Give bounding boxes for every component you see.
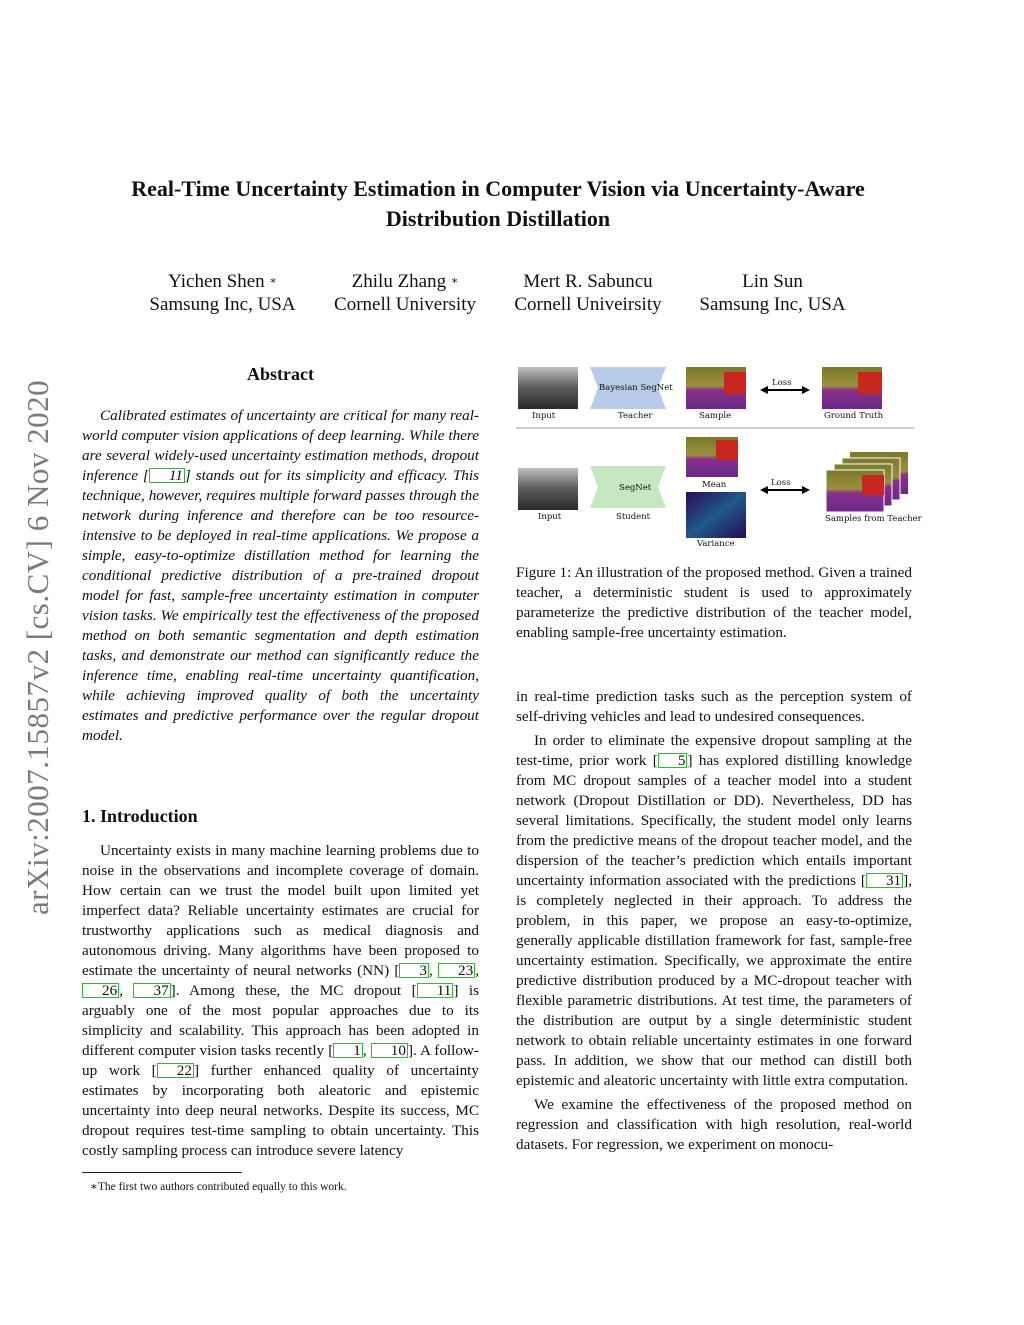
author-affiliation: Cornell Univeirsity	[514, 294, 662, 315]
paragraph-text: ]. Among these, the MC dropout [	[170, 982, 417, 999]
continued-paragraph: in real-time prediction tasks such as the perception system of self-driving vehicles and lead to undesired consequences.	[516, 688, 912, 725]
intro-paragraph: Uncertainty exists in many machine learning problems due to noise in the observations and incomplete coverage of domain. How certain can we trust the model built upon limited yet imperfect data? Reliable uncertainty estimates are crucial for trustworthy applications such as medical diagnosis and autonomous driving. Many algorithms have been proposed to estimate the uncertainty of neural networks (NN) [ 3 , 23 , 26 , 37 ]. Among these, the MC dropout [ 11 ] is arguably one of the most popular approaches due to its simplicity and scalability. This approach has been adopted in different computer vision tasks recently [ 1 , 10 ]. A follow-up work [ 22 ] further enhanced quality of uncertainty estimates by incorporating both aleatoric and epistemic uncertainty into deep neural networks. Despite its success, MC dropout requires test-time sampling to obtain uncertainty. This costly sampling process can introduce severe latency	[82, 842, 480, 1159]
paragraph-text: ] has explored distilling knowledge from MC dropout samples of a teacher model into a student network (Dropout Distillation or DD). Nevertheless, DD has several limitations. Specifically, the student model only learns from the predictive means of the dropout teacher model, and the dispersion of the teacher’s prediction which entails important uncertainty information associated with the predictions [	[516, 752, 912, 889]
label-input-top: Input	[532, 411, 556, 421]
author-name: Yichen Shen	[168, 271, 265, 292]
variance-image	[686, 492, 746, 538]
citation-link[interactable]: 1	[333, 1043, 363, 1058]
citation-link[interactable]: 5	[658, 753, 688, 768]
label-variance: Variance	[697, 539, 735, 549]
author-name: Mert R. Sabuncu	[523, 271, 653, 292]
author-block-2	[325, 270, 485, 316]
citation-link[interactable]: 11	[417, 983, 454, 998]
citation-link[interactable]: 31	[866, 873, 903, 888]
title-line-2: Distribution Distillation	[385, 206, 611, 231]
citation-link[interactable]: 11	[149, 468, 185, 483]
citation-link[interactable]: 3	[399, 963, 429, 978]
author-name: Lin Sun	[742, 271, 803, 292]
figure-caption: Figure 1: An illustration of the proposed method. Given a trained teacher, a deterministic student is used to approximately parameterize the predictive distribution of the teacher model, enabling sample-free uncertainty estimation.	[516, 564, 912, 641]
citation-link[interactable]: 10	[371, 1043, 408, 1058]
paper-title	[60, 174, 936, 234]
paragraph	[516, 731, 912, 1091]
label-student: Student	[616, 512, 651, 522]
citation-link[interactable]: 26	[82, 983, 119, 998]
paragraph-text: ]. A follow-up work [	[82, 1042, 479, 1079]
label-input-bottom: Input	[538, 512, 562, 522]
label-loss-bottom: Loss	[771, 478, 791, 488]
footnote-rule	[82, 1172, 242, 1173]
author-affiliation: Cornell University	[334, 294, 476, 315]
paragraph-text: ] is arguably one of the most popular approaches due to its simplicity and scalability. This approach has been adopted in different computer vision tasks recently [	[82, 982, 480, 1059]
equal-contribution-mark: ∗	[450, 275, 459, 287]
label-sample: Sample	[699, 411, 732, 421]
author-affiliation: Samsung Inc, USA	[699, 294, 846, 315]
author-affiliation: Samsung Inc, USA	[149, 294, 296, 315]
input-image-bottom	[518, 468, 578, 510]
abstract-body	[82, 406, 479, 746]
label-ground-truth: Ground Truth	[824, 411, 884, 421]
abstract-text: ] stands out for its simplicity and efficacy. This technique, however, requires multiple forward passes through the network during inference and therefore can be too resource-intensive to be deployed in real-time applications. We propose a simple, easy-to-optimize distillation method for learning the conditional predictive distribution of a pre-trained dropout model for fast, sample-free uncertainty estimation in computer vision tasks. We empirically test the effectiveness of the proposed method on both semantic segmentation and depth estimation tasks, and demonstrate our method can significantly reduce the inference time, enabling real-time uncertainty quantification, while achieving improved quality of both the uncertainty estimates and predictive performance over the regular dropout model.	[82, 467, 479, 744]
paragraph-text: ], is completely neglected in their approach. To address the problem, in this paper, we propose an easy-to-optimize, generally applicable distillation framework for fast, sample-free uncertainty estimation. Specifically, we approximate the entire predictive distribution produced by a MC-dropout teacher with flexible parametric distributions. At test time, the parameters of the distribution are output by a single deterministic student network to obtain reliable uncertainty estimates in one forward pass. In addition, we show that our method can distill both epistemic and aleatoric uncertainty with little extra computation.	[516, 872, 912, 1089]
label-teacher: Teacher	[618, 411, 653, 421]
paragraph: We examine the effectiveness of the proposed method on regression and classification with high resolution, real-world datasets. For regression, we experiment on monocu-	[516, 1096, 912, 1153]
right-column-body	[516, 687, 912, 1159]
label-segnet: SegNet	[619, 483, 652, 493]
introduction-body	[82, 841, 479, 1165]
abstract-heading: Abstract	[247, 364, 314, 384]
paragraph-text: In order to eliminate the expensive dropout sampling at the test-time, prior work [	[516, 732, 912, 769]
footnote: ∗The first two authors contributed equally to this work.	[90, 1181, 347, 1193]
label-loss-top: Loss	[772, 378, 792, 388]
paragraph-text: ] further enhanced quality of uncertainty estimates by incorporating both aleatoric and epistemic uncertainty into deep neural networks. Despite its success, MC dropout requires test-time sampling to obtain uncertainty. This costly sampling process can introduce severe latency	[82, 1062, 479, 1159]
input-image-top	[518, 367, 578, 409]
label-mean: Mean	[702, 480, 727, 490]
author-block-1	[140, 270, 305, 316]
citation-link[interactable]: 22	[157, 1063, 194, 1078]
equal-contribution-mark: ∗	[269, 275, 277, 287]
figure-1	[516, 360, 922, 555]
abstract-text: Calibrated estimates of uncertainty are critical for many real-world computer vision applications of deep learning. While there are several widely-used uncertainty estimation methods, dropout inference [	[82, 407, 479, 484]
arxiv-identifier: arXiv:2007.15857v2 [cs.CV] 6 Nov 2020	[20, 379, 55, 915]
label-bayesian-segnet: Bayesian SegNet	[599, 383, 673, 393]
citation-link[interactable]: 23	[438, 963, 475, 978]
paragraph-text: Uncertainty exists in many machine learning problems due to noise in the observations and incomplete coverage of domain. How certain can we trust the model built upon limited yet imperfect data? Reliable uncertainty estimates are crucial for trustworthy applications such as medical diagnosis and autonomous driving. Many algorithms have been proposed to estimate the uncertainty of neural networks (NN) [	[82, 842, 479, 979]
citation-link[interactable]: 37	[133, 983, 170, 998]
author-block-3	[503, 270, 673, 316]
label-samples-from-teacher: Samples from Teacher	[825, 514, 922, 524]
author-block-4	[690, 270, 855, 316]
author-name: Zhilu Zhang	[351, 271, 447, 292]
section-heading-introduction: 1. Introduction	[82, 806, 198, 826]
title-line-1: Real-Time Uncertainty Estimation in Computer Vision via Uncertainty-Aware	[131, 176, 865, 201]
figure-diagram	[516, 360, 914, 555]
